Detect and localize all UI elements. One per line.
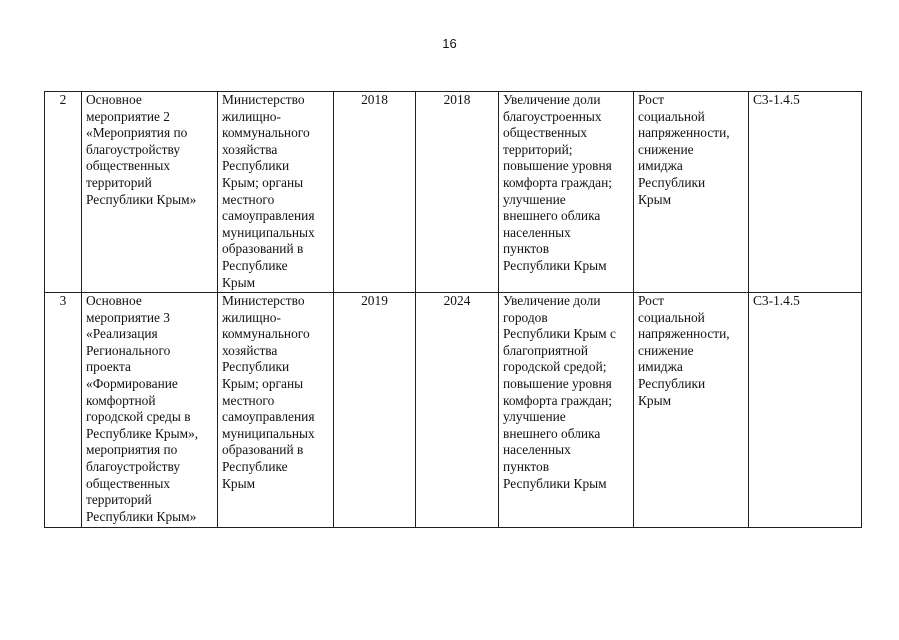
start-year: 2019 (361, 293, 388, 308)
executor-cell (218, 92, 334, 293)
expected-result: Увеличение доли городов Республики Крым с благоприятной городской средой; повышение уровня комфорта граждан; улучшение внешнего облика населенных пунктов Республики Крым (503, 293, 616, 491)
page-number: 16 (442, 36, 457, 51)
end-year-cell (416, 92, 499, 293)
table-row (45, 92, 862, 293)
indicator-code-cell (749, 92, 862, 293)
measures-table (44, 91, 862, 528)
row-number-cell (45, 293, 82, 528)
end-year-cell (416, 293, 499, 528)
consequences: Рост социальной напряженности, снижение имиджа Республики Крым (638, 293, 730, 408)
executor: Министерство жилищно- коммунального хозяйства Республики Крым; органы местного самоуправления муниципальных образований в Республике Крым (222, 92, 315, 290)
row-number: 2 (59, 92, 67, 107)
start-year-cell (334, 293, 416, 528)
executor: Министерство жилищно- коммунального хозяйства Республики Крым; органы местного самоуправления муниципальных образований в Республике Крым (222, 293, 315, 491)
end-year: 2018 (443, 92, 471, 107)
expected-result-cell (499, 293, 634, 528)
indicator-code: С3-1.4.5 (753, 293, 800, 308)
table-row (45, 293, 862, 528)
start-year-cell (334, 92, 416, 293)
row-number-cell (45, 92, 82, 293)
expected-result: Увеличение доли благоустроенных общественных территорий; повышение уровня комфорта граждан; улучшение внешнего облика населенных пунктов Республики Крым (503, 92, 612, 273)
row-number: 3 (59, 293, 67, 308)
consequences-cell (634, 92, 749, 293)
indicator-code: С3-1.4.5 (753, 92, 800, 107)
indicator-code-cell (749, 293, 862, 528)
expected-result-cell (499, 92, 634, 293)
executor-cell (218, 293, 334, 528)
consequences: Рост социальной напряженности, снижение имиджа Республики Крым (638, 92, 730, 207)
end-year: 2024 (443, 293, 471, 308)
measure-name-cell (82, 293, 218, 528)
measure-name: Основное мероприятие 2 «Мероприятия по благоустройству общественных территорий Республики Крым» (86, 92, 197, 207)
measure-name-cell (82, 92, 218, 293)
consequences-cell (634, 293, 749, 528)
measure-name: Основное мероприятие 3 «Реализация Регионального проекта «Формирование комфортной городской среды в Республике Крым», мероприятия по благоустройству общественных территорий Республики Крым» (86, 293, 199, 524)
start-year: 2018 (361, 92, 388, 107)
